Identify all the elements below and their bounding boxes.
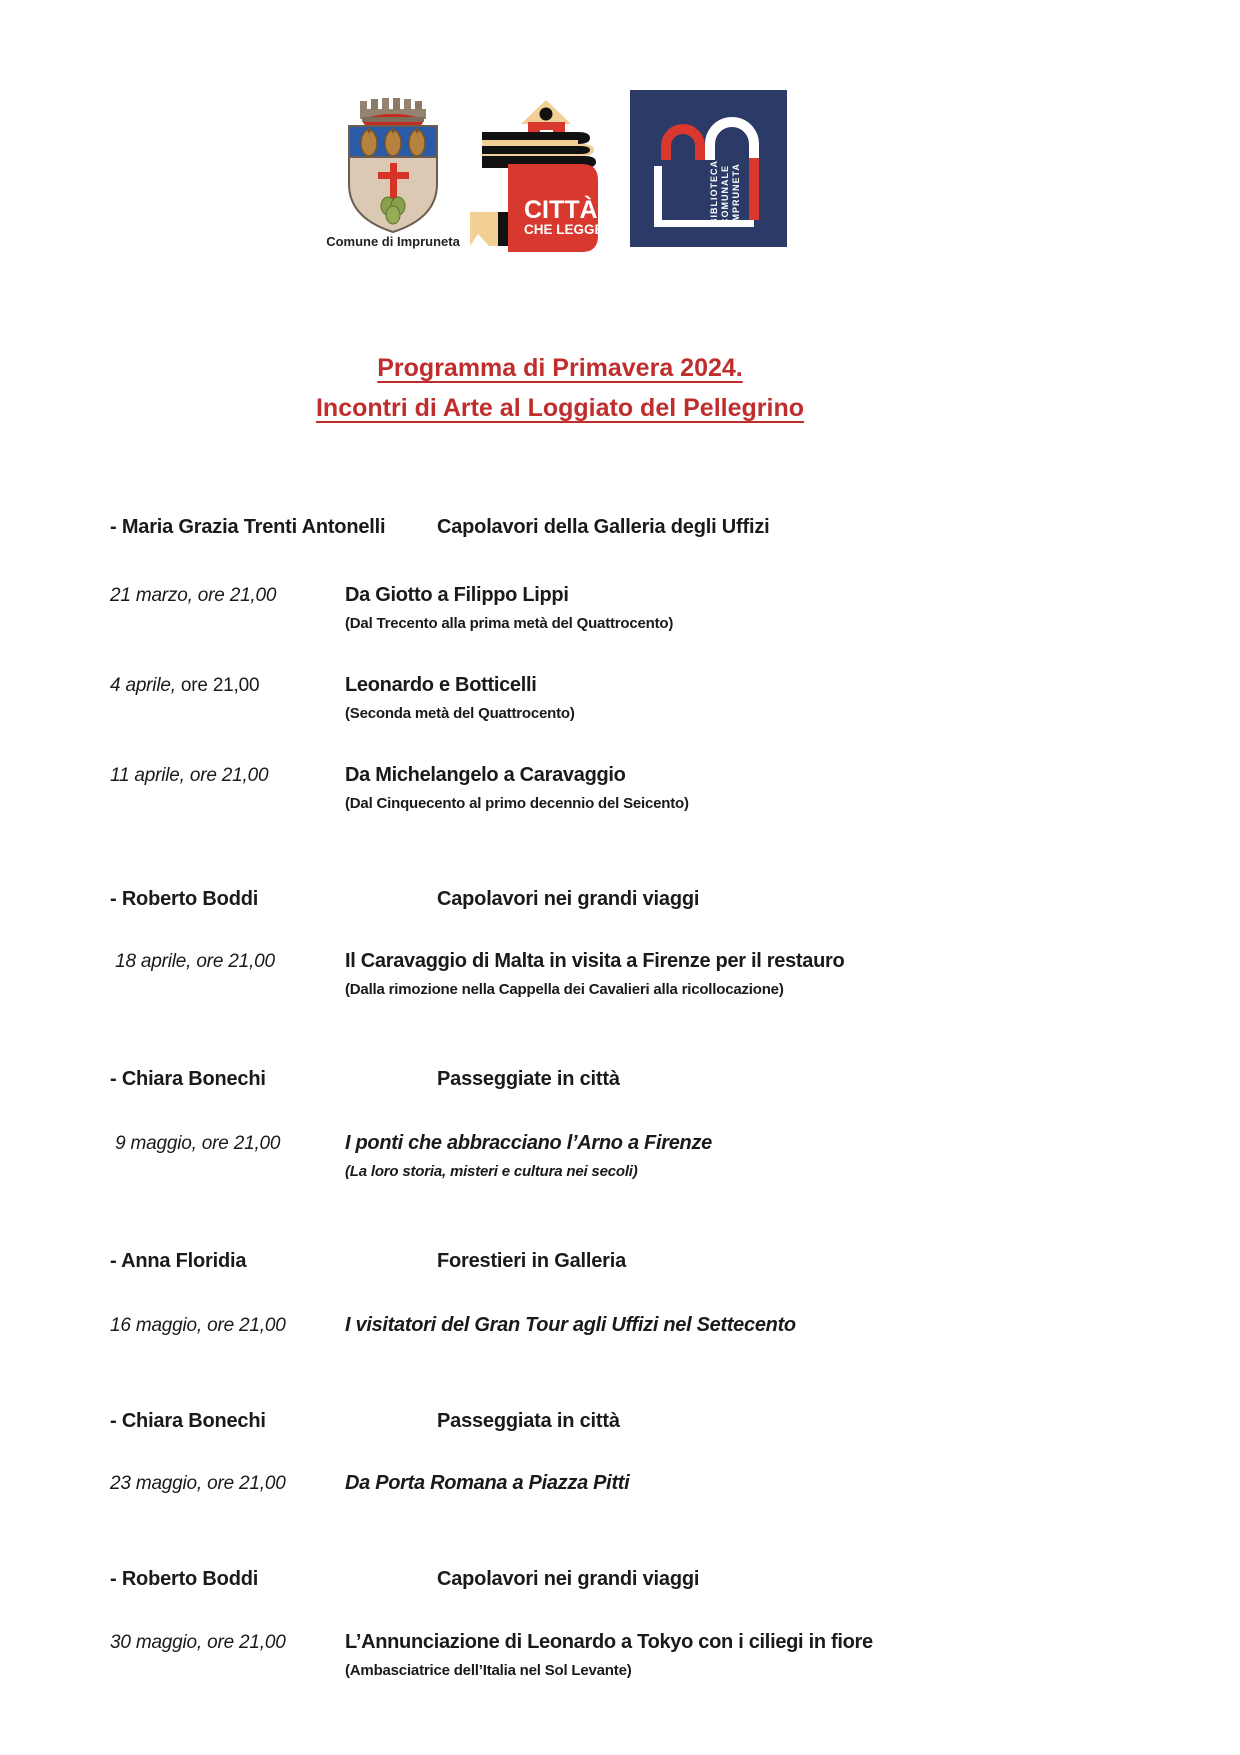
event-date: 21 marzo, ore 21,00: [110, 585, 277, 606]
event-row: [110, 1132, 1130, 1180]
event-subtitle: (Ambasciatrice dell’Italia nel Sol Levante): [345, 1662, 632, 1679]
event-row: [110, 1472, 1130, 1495]
event-date: 18 aprile, ore 21,00: [110, 951, 275, 972]
biblioteca-logo-wordmark: [709, 139, 749, 225]
event-title: Da Porta Romana a Piazza Pitti: [345, 1472, 630, 1494]
biblioteca-wordmark-line2: COMUNALE: [720, 165, 730, 225]
event-date: 23 maggio, ore 21,00: [110, 1473, 286, 1494]
section-topic: Passeggiata in città: [437, 1410, 620, 1432]
event-subtitle: (La loro storia, misteri e cultura nei secoli): [345, 1163, 638, 1180]
logo-strip: [0, 0, 1240, 270]
event-title: Il Caravaggio di Malta in visita a Firenze per il restauro: [345, 950, 845, 972]
event-row: [110, 584, 1130, 632]
document-title-line1: Programma di Primavera 2024.: [377, 354, 743, 382]
document-title: [110, 348, 1010, 428]
event-date: 11 aprile, ore 21,00: [110, 765, 269, 786]
section-topic: Forestieri in Galleria: [437, 1250, 627, 1272]
event-title: I ponti che abbracciano l’Arno a Firenze: [345, 1132, 712, 1154]
speaker-name: - Roberto Boddi: [110, 888, 259, 910]
event-row: [110, 1314, 1130, 1337]
event-date: 9 maggio, ore 21,00: [110, 1133, 281, 1154]
event-title: Leonardo e Botticelli: [345, 674, 537, 696]
biblioteca-impruneta-logo-icon: [630, 90, 787, 247]
section-header: [110, 888, 1130, 911]
citta-wordmark-line2: CHE LEGGE: [524, 222, 604, 237]
section-header: [110, 516, 1130, 539]
event-date: 16 maggio, ore 21,00: [110, 1315, 286, 1336]
section-header: [110, 1568, 1130, 1591]
event-subtitle: (Dal Cinquecento al primo decennio del Seicento): [345, 795, 689, 812]
event-row: [110, 764, 1130, 812]
section-header: [110, 1410, 1130, 1433]
citta-che-legge-logo-icon: [468, 100, 616, 255]
section-header: [110, 1250, 1130, 1273]
speaker-name: - Maria Grazia Trenti Antonelli: [110, 516, 386, 538]
event-row: [110, 950, 1130, 998]
section-topic: Capolavori della Galleria degli Uffizi: [437, 516, 770, 538]
event-title: Da Michelangelo a Caravaggio: [345, 764, 626, 786]
speaker-name: - Chiara Bonechi: [110, 1410, 266, 1432]
section-header: [110, 1068, 1130, 1091]
comune-impruneta-caption: Comune di Impruneta: [326, 234, 460, 249]
citta-wordmark-line1: CITTÀ: [524, 196, 598, 224]
speaker-name: - Anna Floridia: [110, 1250, 247, 1272]
event-subtitle: (Dal Trecento alla prima metà del Quattrocento): [345, 615, 674, 632]
event-row: [110, 674, 1130, 722]
event-subtitle: (Seconda metà del Quattrocento): [345, 705, 575, 722]
biblioteca-wordmark-line1: BIBLIOTECA: [709, 160, 719, 225]
speaker-name: - Roberto Boddi: [110, 1568, 259, 1590]
comune-impruneta-coat-of-arms-icon: [340, 95, 446, 235]
section-topic: Capolavori nei grandi viaggi: [437, 1568, 700, 1590]
event-title: L’Annunciazione di Leonardo a Tokyo con i ciliegi in fiore: [345, 1631, 873, 1653]
document-title-line2: Incontri di Arte al Loggiato del Pellegrino: [315, 394, 804, 422]
event-date: 4 aprile, ore 21,00: [110, 675, 260, 696]
event-title: Da Giotto a Filippo Lippi: [345, 584, 569, 606]
section-topic: Capolavori nei grandi viaggi: [437, 888, 700, 910]
event-subtitle: (Dalla rimozione nella Cappella dei Cavalieri alla ricollocazione): [345, 981, 784, 998]
event-title: I visitatori del Gran Tour agli Uffizi nel Settecento: [345, 1314, 796, 1336]
biblioteca-wordmark-line3: IMPRUNETA: [731, 163, 741, 225]
event-date: 30 maggio, ore 21,00: [110, 1632, 286, 1653]
section-topic: Passeggiate in città: [437, 1068, 620, 1090]
event-row: [110, 1631, 1130, 1679]
speaker-name: - Chiara Bonechi: [110, 1068, 266, 1090]
